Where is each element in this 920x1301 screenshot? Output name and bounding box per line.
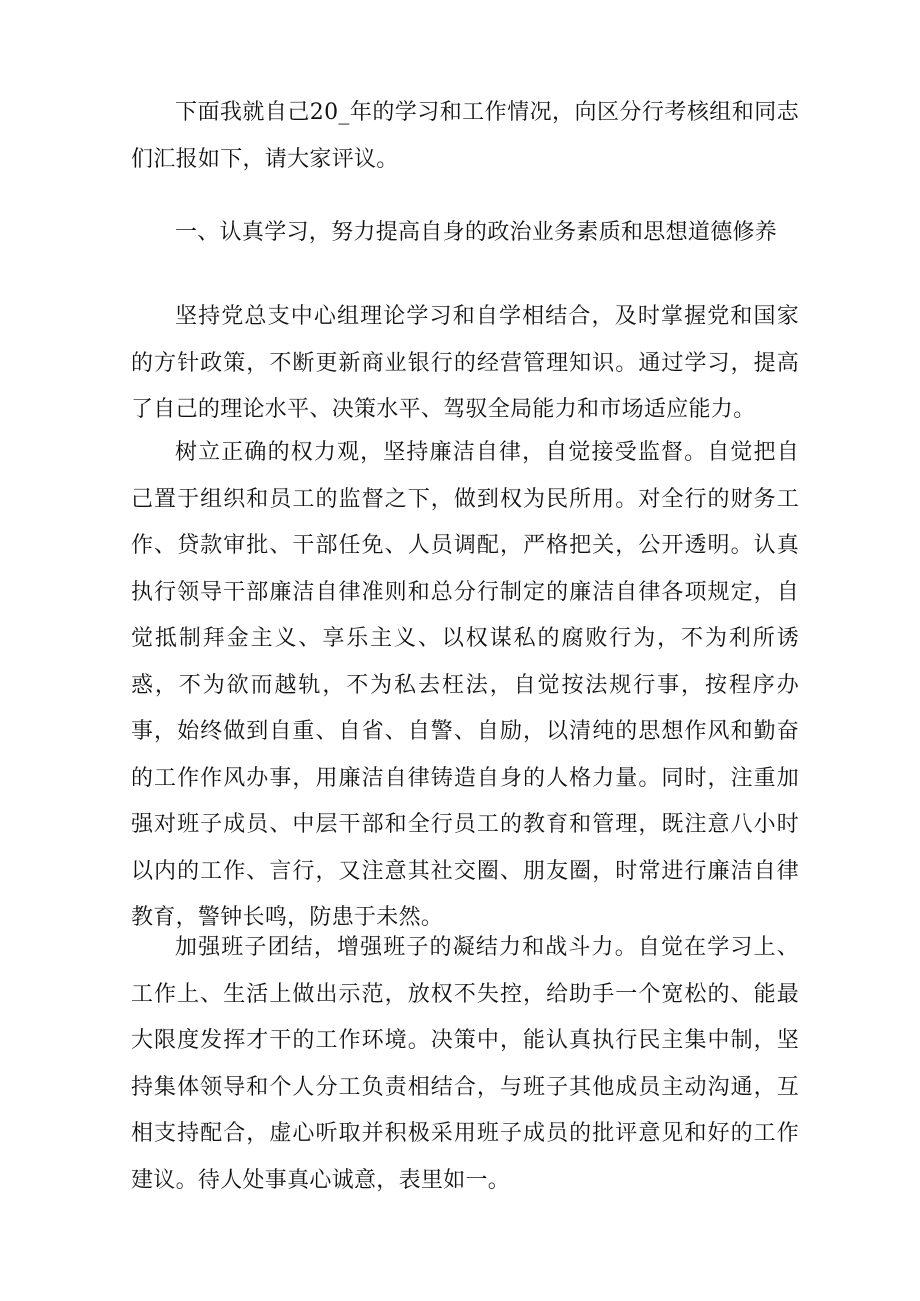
section-heading: 一、认真学习，努力提高自身的政治业务素质和思想道德修养: [175, 220, 778, 245]
team-unity-paragraph: 加强班子团结，增强班子的凝结力和战斗力。自觉在学习上、工作上、生活上做出示范，放权不失控，给助手一个宽松的、能最大限度发挥才干的工作环境。决策中，能认真执行民主集中制，坚持集体领导和个人分工负责相结合，与班子其他成员主动沟通，互相支持配合，虚心听取并积极采用班子成员的批评意见和好的工作建议。待人处事真心诚意，表里如一。: [131, 935, 799, 1193]
integrity-paragraph: 树立正确的权力观，坚持廉洁自律，自觉接受监督。自觉把自己置于组织和员工的监督之下，做到权为民所用。对全行的财务工作、贷款审批、干部任免、人员调配，严格把关，公开透明。认真执行领导干部廉洁自律准则和总分行制定的廉洁自律各项规定，自觉抵制拜金主义、享乐主义、以权谋私的腐败行为，不为利所诱惑，不为欲而越轨，不为私去枉法，自觉按法规行事，按程序办事，始终做到自重、自省、自警、自励，以清纯的思想作风和勤奋的工作作风办事，用廉洁自律铸造自身的人格力量。同时，注重加强对班子成员、中层干部和全行员工的教育和管理，既注意八小时以内的工作、言行，又注意其社交圈、朋友圈，时常进行廉洁自律教育，警钟长鸣，防患于未然。: [131, 440, 799, 930]
study-paragraph: 坚持党总支中心组理论学习和自学相结合，及时掌握党和国家的方针政策，不断更新商业银行的经营管理知识。通过学习，提高了自己的理论水平、决策水平、驾驭全局能力和市场适应能力。: [131, 304, 799, 422]
intro-paragraph: 下面我就自己20_年的学习和工作情况，向区分行考核组和同志们汇报如下，请大家评议。: [131, 100, 799, 172]
